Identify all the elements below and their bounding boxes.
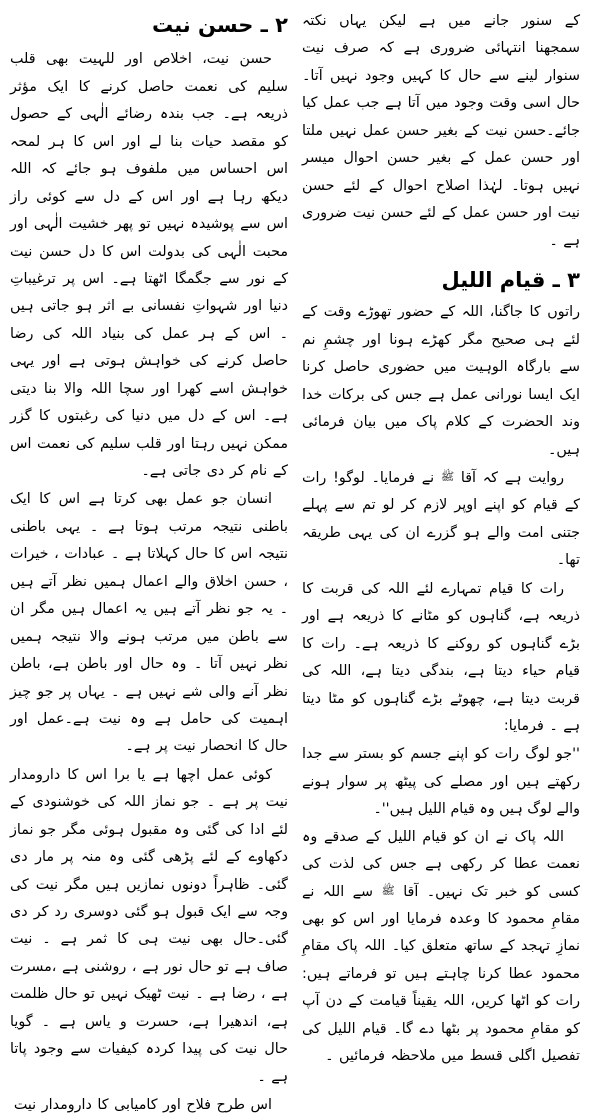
paragraph: اس طرح فلاح اور کامیابی کا دارومدار نیت: [13, 1097, 272, 1114]
paragraph: رات کا قیام تمہارے لئے اللہ کی قربت کا ذریعہ ہے، گناہوں کو مٹانے کا ذریعہ ہے اور بڑے گناہوں کو روکنے کا ذریعہ ہے۔ رات کا قیام حیاء دیتا ہے، بندگی دیتا ہے، اللہ کی قربت دیتا ہے، چھوٹے بڑے گناہوں کو مٹا دیتا ہے ۔ فرمایا:: [302, 580, 580, 734]
paragraph-continued: کے سنور جانے میں ہے لیکن یہاں نکتہ سمجھنا انتہائی ضروری ہے کہ صرف نیت سنوار لینے سے حال کا کہیں وجود نہیں آتا۔ حال اسی وقت وجود میں آتا ہے جب عمل کیا جائے۔حسن نیت کے بغیر حسن عمل نہیں ملتا اور حسن عمل کے بغیر حسن احوال میسر نہیں ہوتا۔ لہٰذا اصلاح احوال کے لئے حسن نیت اور حسن عمل کے لئے حسن نیت ضروری ہے ۔: [302, 13, 580, 249]
left-text-column: [302, 8, 580, 1065]
paragraph: انسان جو عمل بھی کرتا ہے اس کا ایک باطنی نتیجہ مرتب ہوتا ہے ۔ یہی باطنی نتیجہ اس کا حال کہلاتا ہے ۔ عبادات ، خیرات ، حسن اخلاق والے اعمال ہمیں نظر آتے ہیں ۔ یہ جو نظر آتے ہیں یہ اعمال ہیں مگر ان سے باطن میں مرتب ہونے والا نتیجہ ہمیں نظر نہیں آتا ۔ وہ حال اور باطن ہے، باطن نظر آنے والی شے نہیں ہے ۔ یہاں پر جو چیز اہمیت کی حامل ہے وہ نیت ہے۔عمل اور حال کا انحصار نیت پر ہے۔: [10, 491, 288, 755]
right-text-column: [10, 8, 288, 1114]
section-heading-hasn-e-niyyat: ۲ ـ حسن نیت: [151, 13, 288, 37]
blockquote: ''جو لوگ رات کو اپنے جسم کو بستر سے جدا رکھتے ہیں اور مصلے کی پیٹھ پر سوار ہونے والے لوگ ہیں وہ قیام اللیل ہیں''۔: [302, 746, 580, 818]
section-heading-qiyam-ul-layl: ۳ ـ قیام اللیل: [441, 267, 580, 292]
paragraph: کوئی عمل اچھا ہے یا برا اس کا دارومدار نیت پر ہے ۔ جو نماز اللہ کی خوشنودی کے لئے ادا کی گئی وہ مقبول ہوئی مگر جو نماز دکھاوے کے لئے پڑھی گئی وہ منہ پر مار دی گئی۔ ظاہراً دونوں نمازیں ہیں مگر نیت کی وجہ سے ایک قبول ہو گئی دوسری رد کر دی گئی۔حال بھی نیت ہی کا ثمر ہے ۔ نیت صاف ہے تو حال نور ہے ، روشنی ہے ،مسرت ہے ، رضا ہے ۔ نیت ٹھیک نہیں تو حال ظلمت ہے، اندھیرا ہے، حسرت و یاس ہے ۔ گویا حال نیت کی پیدا کردہ کیفیات سے وجود پاتا ہے ۔: [10, 766, 288, 1085]
paragraph: روایت ہے کہ آقا ﷺ نے فرمایا۔ لوگو! رات کے قیام کو اپنے اوپر لازم کر لو تم سے پہلے جتنی امت والے ہو گزرے ان کی یہی طریقہ تھا۔: [302, 470, 580, 569]
paragraph: اللہ پاک نے ان کو قیام اللیل کے صدقے وہ نعمت عطا کر رکھی ہے جس کی لذت کی کسی کو خبر تک نہیں۔ آقا ﷺ سے اللہ نے مقامِ محمود کا وعدہ فرمایا اور اس کو بھی نمازِ تہجد کے ساتھ متعلق کیا۔ اللہ پاک مقامِ محمود عطا کرنا چاہتے ہیں تو فرماتے ہیں: رات کو اٹھا کریں، اللہ یقیناً قیامت کے دن آپ کو مقامِ محمود پر بٹھا دے گا۔ قیام اللیل کی تفصیل اگلی قسط میں ملاحظہ فرمائیں ۔: [302, 828, 580, 1065]
paragraph: راتوں کا جاگنا، اللہ کے حضور تھوڑے وقت کے لئے ہی صحیح مگر کھڑے ہونا اور چشمِ نم سے بارگاہ الوہیت میں حضوری حاصل کرنا ایک ایسا نورانی عمل ہے جس کی برکات خدا وند الحضرت کے کلام پاک میں بیان فرمائی ہیں۔: [302, 304, 580, 458]
paragraph: حسن نیت، اخلاص اور للہیت بھی قلب سلیم کی نعمت حاصل کرنے کا ایک مؤثر ذریعہ ہے۔ جب بندہ رضائے الٰہی کے حصول کو مقصد حیات بنا لے اور اس کا ہر لمحہ اس احساس میں ملفوف ہو جائے کہ اللہ دیکھ رہا ہے اور اس کے دل سے کوئی راز اس سے پوشیدہ نہیں تو پھر خشیت الٰہی اور محبت الٰہی کی بدولت اس کا دل حسن نیت کے نور سے جگمگا اٹھتا ہے۔ اس پر ترغیباتِ دنیا اور شہواتِ نفسانی بے اثر ہو جاتی ہیں ۔ اس کے ہر عمل کی بنیاد اللہ کی رضا حاصل کرنے کی خواہش ہوتی ہے اور یہی خواہش اسے کھرا اور سچا اللہ والا بنا دیتی ہے۔ اس کے دل میں دنیا کی رغبتوں کا گزر ممکن نہیں رہتا اور قلب سلیم کی نعمت اس کے نام کر دی جاتی ہے۔: [10, 51, 288, 479]
